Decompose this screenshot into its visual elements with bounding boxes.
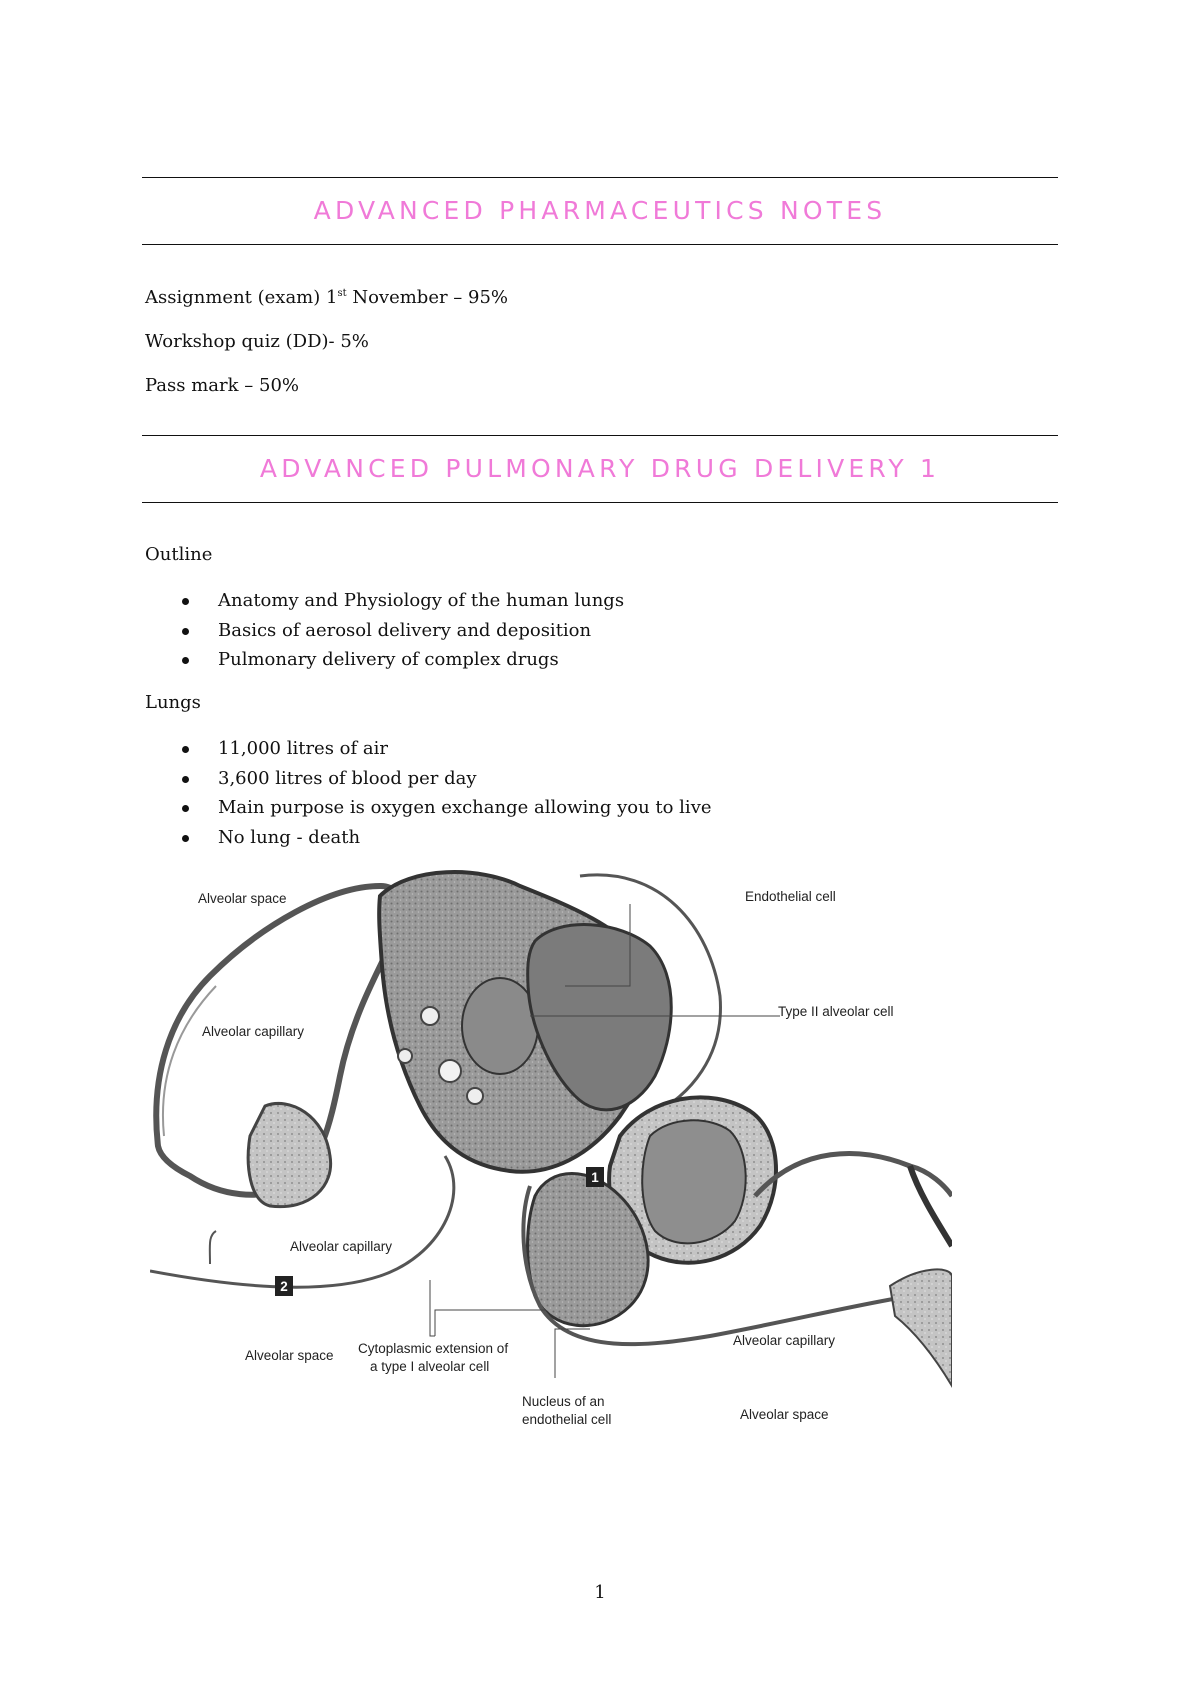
label-alveolar-space-top: Alveolar space	[198, 891, 287, 906]
list-item: No lung - death	[145, 827, 712, 857]
bullet-icon	[182, 805, 189, 812]
section-heading: ADVANCED PULMONARY DRUG DELIVERY 1	[259, 454, 941, 483]
badge-1-text: 1	[591, 1170, 599, 1185]
bullet-icon	[182, 628, 189, 635]
list-item: Anatomy and Physiology of the human lungs	[145, 590, 624, 620]
type-ii-nucleus	[462, 978, 538, 1074]
list-item: Pulmonary delivery of complex drugs	[145, 649, 624, 679]
assignment-line: Assignment (exam) 1st November – 95%	[145, 287, 509, 308]
lungs-label: Lungs	[145, 692, 201, 713]
label-alveolar-capillary-left: Alveolar capillary	[202, 1024, 305, 1039]
list-item: 11,000 litres of air	[145, 738, 712, 768]
vesicle	[398, 1049, 412, 1063]
label-endothelial-cell: Endothelial cell	[745, 889, 836, 904]
right-nucleus	[642, 1120, 745, 1243]
header-rule-bottom	[142, 244, 1058, 245]
vesicle	[421, 1007, 439, 1025]
outline-list	[145, 590, 624, 679]
label-alveolar-capillary-middle: Alveolar capillary	[290, 1239, 393, 1254]
lower-right-tissue	[890, 1269, 952, 1386]
lungs-list	[145, 738, 712, 856]
pass-mark-line: Pass mark – 50%	[145, 375, 299, 396]
label-nucleus-2: endothelial cell	[522, 1412, 612, 1427]
bullet-icon	[182, 776, 189, 783]
bullet-icon	[182, 746, 189, 753]
list-item: Basics of aerosol delivery and deposition	[145, 620, 624, 650]
bullet-icon	[182, 598, 189, 605]
header-rule-top	[142, 177, 1058, 178]
label-alveolar-space-bottom-right: Alveolar space	[740, 1407, 829, 1422]
left-capillary-inner	[163, 986, 216, 1136]
label-alveolar-capillary-right: Alveolar capillary	[733, 1333, 836, 1348]
cytoplasmic-leader	[430, 1280, 435, 1336]
label-cytoplasmic-2: a type I alveolar cell	[370, 1359, 490, 1374]
label-alveolar-space-bottom-left: Alveolar space	[245, 1348, 334, 1363]
vesicle	[439, 1060, 461, 1082]
section-rule-bottom	[142, 502, 1058, 503]
list-item: Main purpose is oxygen exchange allowing you to live	[145, 797, 712, 827]
page-number: 1	[594, 1582, 606, 1603]
thin-fiber	[210, 1231, 216, 1264]
left-tissue	[248, 1103, 330, 1206]
label-cytoplasmic-1: Cytoplasmic extension of	[358, 1341, 509, 1356]
list-item: 3,600 litres of blood per day	[145, 768, 712, 798]
outline-label: Outline	[145, 544, 213, 565]
cytoplasmic-leader-2	[435, 1310, 545, 1336]
section-rule-top	[142, 435, 1058, 436]
bullet-icon	[182, 657, 189, 664]
micrograph-svg	[150, 866, 952, 1434]
bullet-icon	[182, 835, 189, 842]
vesicle	[467, 1088, 483, 1104]
label-nucleus-1: Nucleus of an	[522, 1394, 605, 1409]
alveolus-micrograph-figure	[150, 866, 952, 1434]
label-type-ii-cell: Type II alveolar cell	[778, 1004, 894, 1019]
workshop-line: Workshop quiz (DD)- 5%	[145, 331, 369, 352]
main-heading: ADVANCED PHARMACEUTICS NOTES	[313, 196, 887, 225]
badge-2-text: 2	[280, 1279, 288, 1294]
